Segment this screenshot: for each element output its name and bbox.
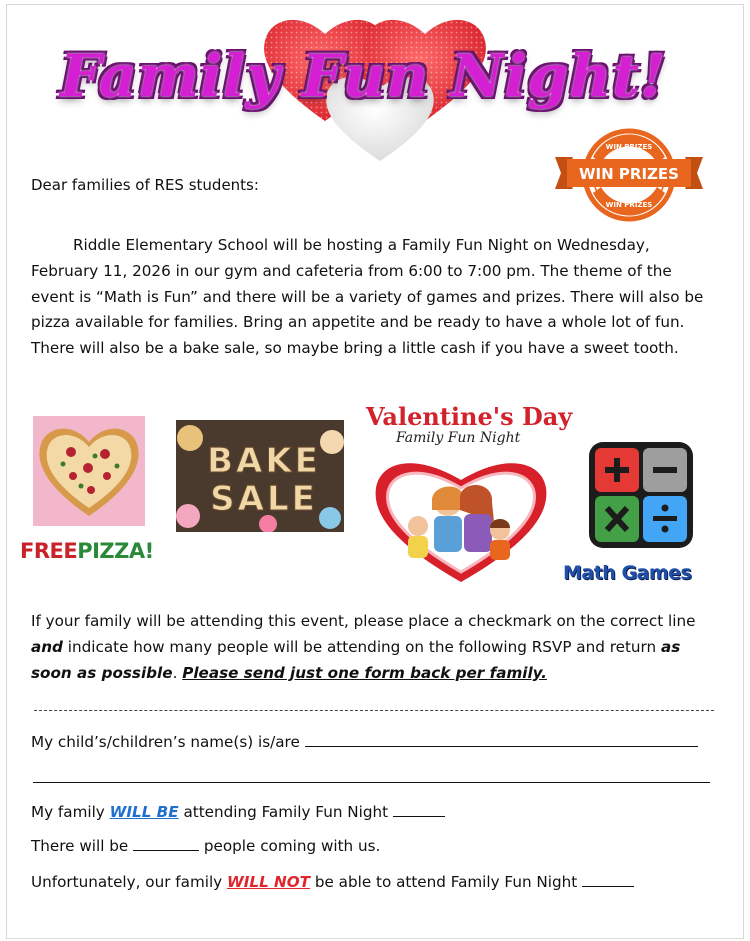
children-name-blank[interactable] bbox=[305, 746, 698, 747]
badge-top-text: WIN PRIZES bbox=[605, 143, 653, 151]
children-name-blank-2[interactable] bbox=[33, 782, 710, 783]
children-name-row bbox=[31, 733, 698, 751]
cut-line bbox=[34, 698, 714, 711]
people-count-row bbox=[31, 837, 380, 855]
children-label: My child’s/children’s name(s) is/are bbox=[31, 733, 300, 751]
rsvp-text-1: If your family will be attending this event, please place a checkmark on the correct line bbox=[31, 612, 696, 630]
bake-text: BAKE bbox=[207, 441, 321, 481]
rsvp-and: and bbox=[31, 637, 63, 656]
event-title: Family Fun Night! bbox=[60, 42, 667, 110]
free-text: FREE bbox=[20, 539, 78, 563]
rsvp-asap: as soon as possible bbox=[31, 637, 681, 682]
rsvp-one-form: Please send just one form back per family. bbox=[182, 663, 547, 682]
win-prizes-badge bbox=[553, 127, 705, 223]
bake-sale-image bbox=[176, 420, 344, 532]
valentine-subtitle: Family Fun Night bbox=[396, 430, 521, 446]
pizza-heart-image bbox=[33, 416, 145, 526]
people-count-blank[interactable] bbox=[133, 850, 199, 851]
rsvp-text-3: . bbox=[172, 663, 183, 682]
attend-prefix: My family bbox=[31, 803, 110, 821]
free-pizza-caption bbox=[20, 539, 154, 563]
math-games-caption: Math Games bbox=[563, 562, 692, 584]
attending-check-blank[interactable] bbox=[393, 816, 445, 817]
badge-bottom-text: WIN PRIZES bbox=[605, 201, 653, 209]
attend-suffix: attending Family Fun Night bbox=[178, 803, 389, 821]
calculator-icon bbox=[587, 440, 695, 552]
count-suffix: people coming with us. bbox=[203, 837, 381, 855]
not-attending-check-blank[interactable] bbox=[582, 886, 634, 887]
rsvp-text-2: indicate how many people will be attending on the following RSVP and return bbox=[62, 637, 661, 656]
letter-body bbox=[31, 233, 711, 362]
not-attending-row bbox=[31, 873, 634, 891]
greeting: Dear families of RES students: bbox=[31, 176, 259, 194]
will-be-text: WILL BE bbox=[109, 803, 179, 821]
valentine-title: Valentine's Day bbox=[366, 402, 573, 431]
will-not-text: WILL NOT bbox=[227, 873, 311, 891]
sale-text: SALE bbox=[210, 479, 318, 519]
notattend-prefix: Unfortunately, our family bbox=[31, 873, 227, 891]
letter-body-text: Riddle Elementary School will be hosting a Family Fun Night on Wednesday, February 11, 2026 in our gym and cafeteria from 6:00 to 7:00 pm. The theme of the event is “Math is Fun” and there will be a variety of games and prizes. There will also be pizza available for families. Bring an appetite and be ready to have a whole lot of fun. There will also be a bake sale, so maybe bring a little cash if you have a sweet tooth. bbox=[31, 236, 704, 358]
notattend-suffix: be able to attend Family Fun Night bbox=[310, 873, 578, 891]
attending-row bbox=[31, 803, 445, 821]
rsvp-instructions bbox=[31, 609, 721, 686]
valentine-family-heart bbox=[368, 450, 554, 586]
count-prefix: There will be bbox=[31, 837, 129, 855]
pizza-text: PIZZA! bbox=[77, 539, 154, 563]
badge-main-text: WIN PRIZES bbox=[579, 165, 679, 183]
